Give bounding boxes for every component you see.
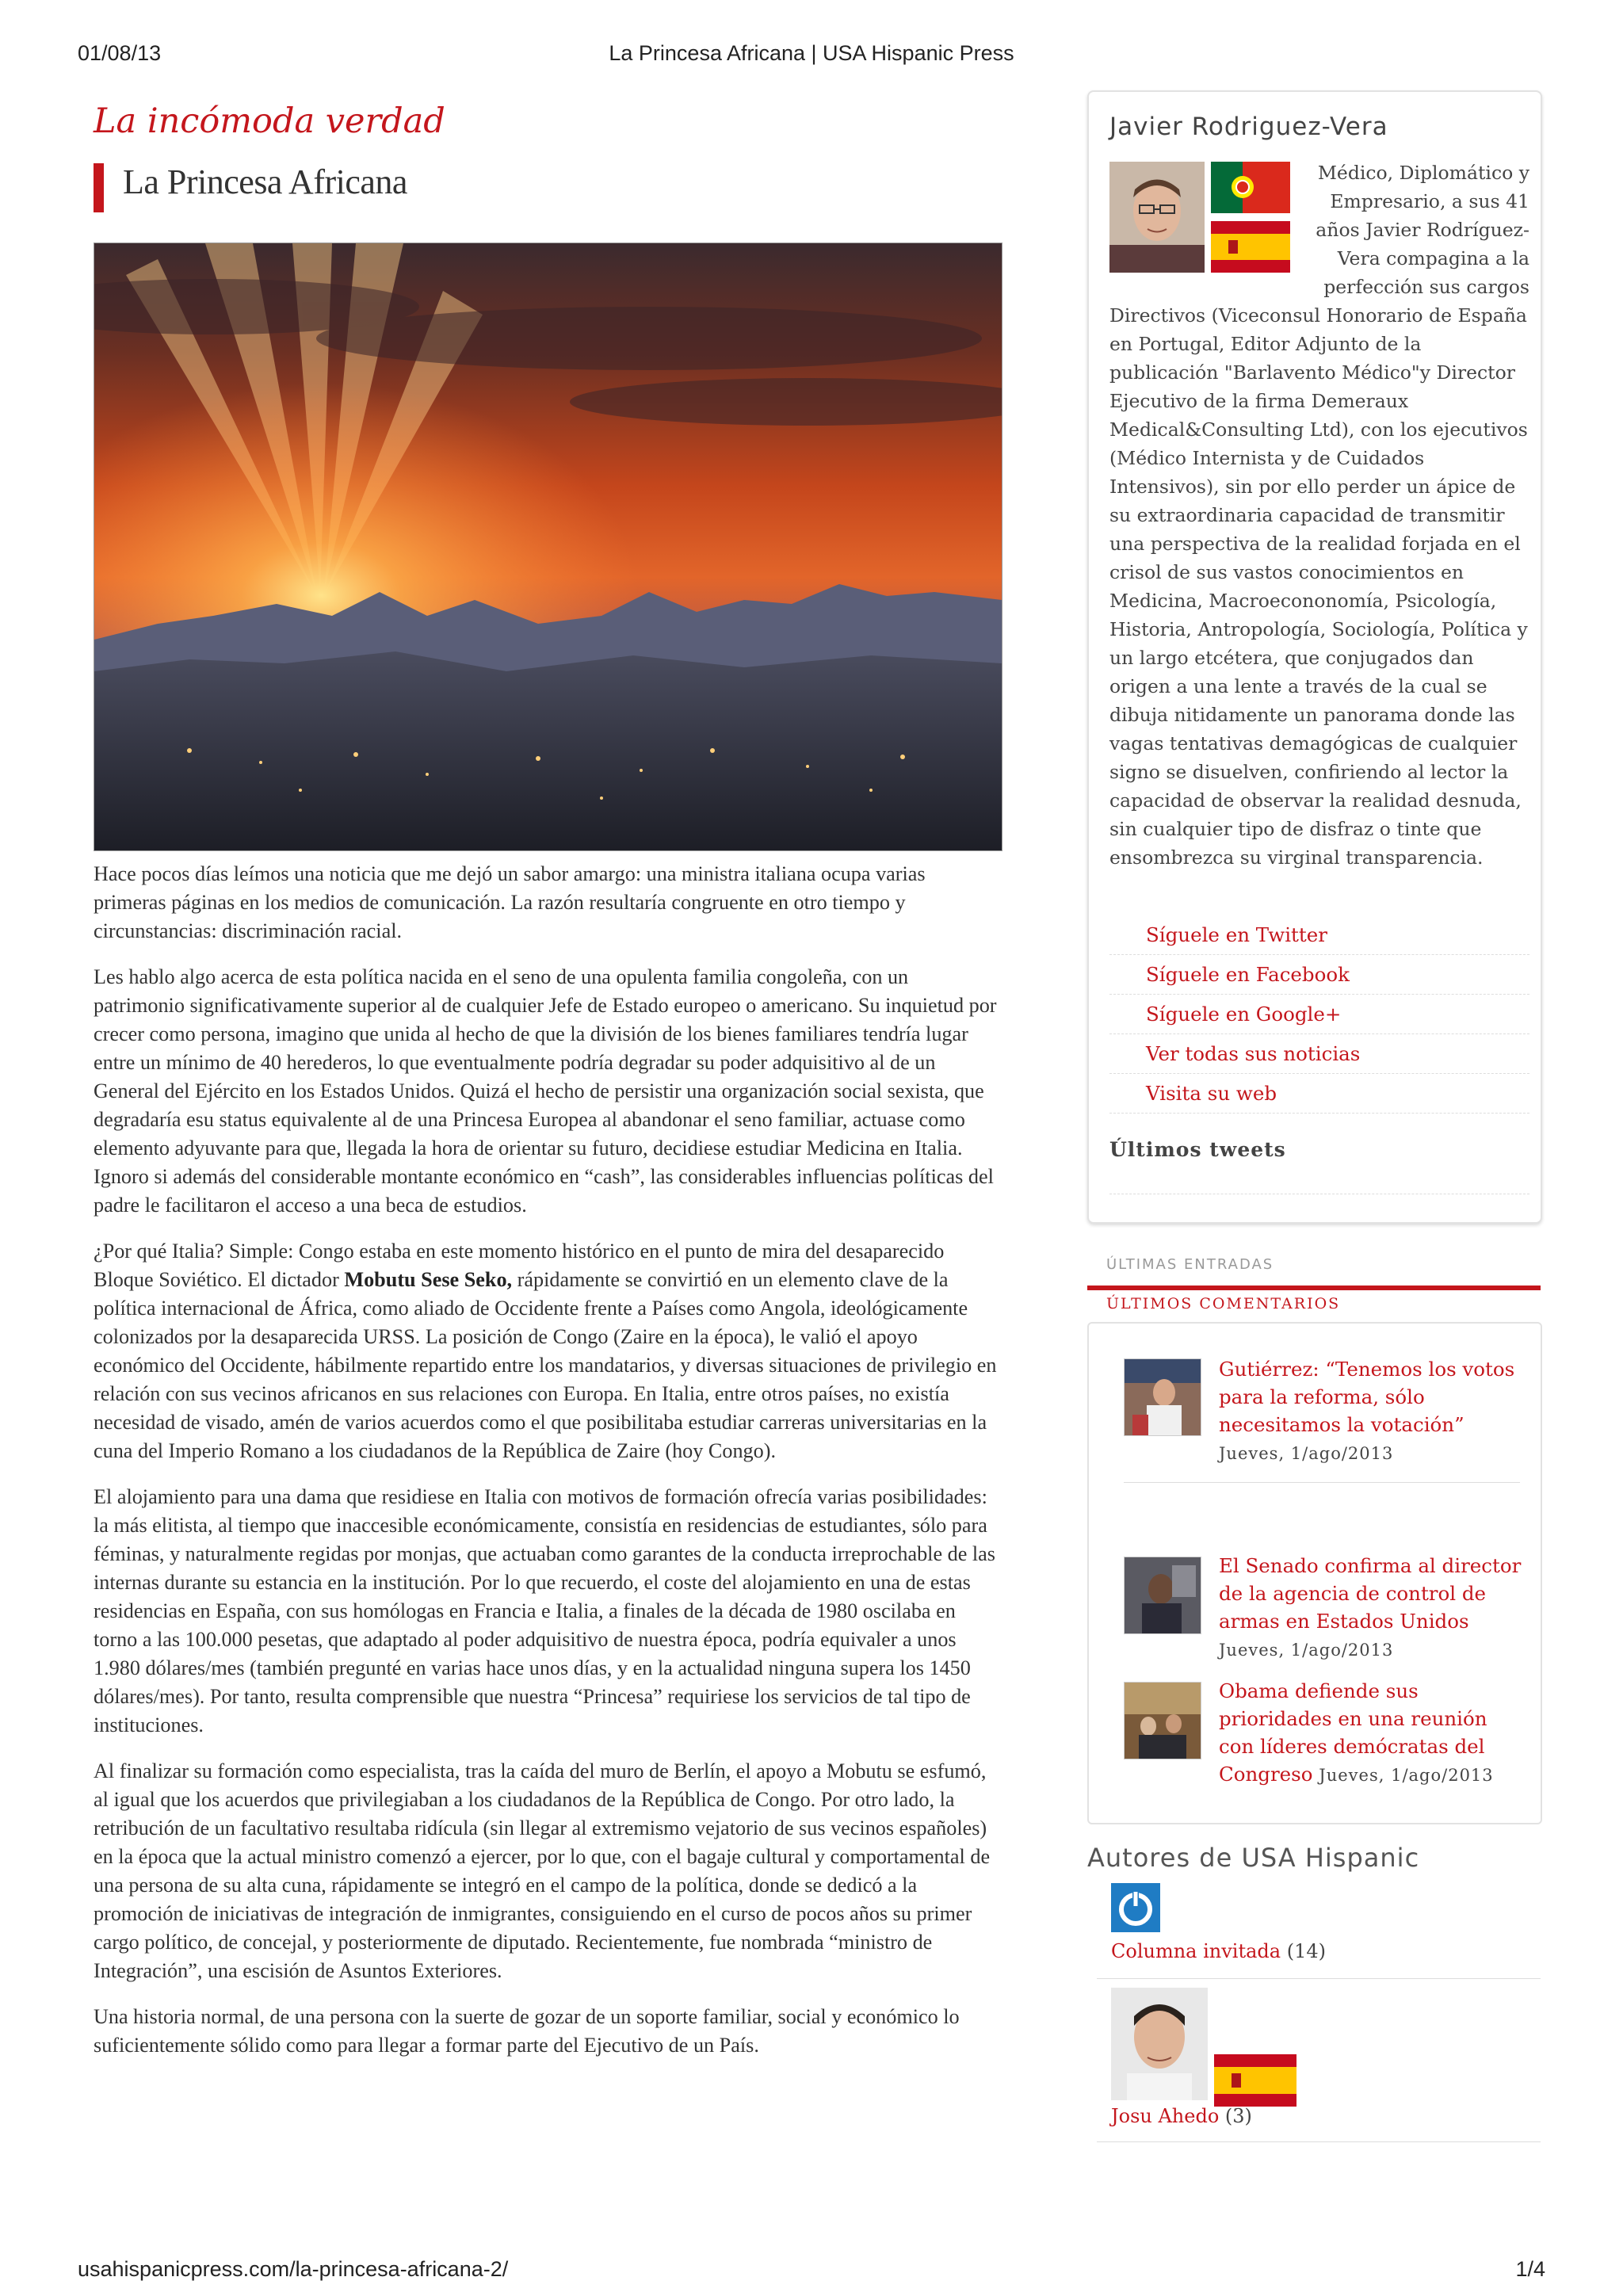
divider xyxy=(1124,1482,1520,1483)
author-entry-count: (14) xyxy=(1286,1940,1326,1962)
print-page-title: La Princesa Africana | USA Hispanic Press xyxy=(609,41,1014,65)
spain-flag-icon xyxy=(1211,221,1290,273)
article-body xyxy=(94,860,1001,2077)
news-title[interactable]: Gutiérrez: “Tenemos los votos para la reforma, sólo necesitamos la votación” xyxy=(1219,1358,1515,1436)
website-link[interactable]: Visita su web xyxy=(1109,1075,1529,1114)
article-paragraph: El alojamiento para una dama que residiese en Italia con motivos de formación ofrecía varias posibilidades: la más elitista, al tiempo que inaccesible económicamente, consistía en residencias de estudiantes, sólo para féminas, y naturalmente regidas por monjas, que actuaban como garantes de la conducta irreprochable de las internas durante su estancia en la institución. Por lo que recuerdo, el coste del alojamiento en una de estas residencias en España, con sus homólogas en Francia e Italia, a finales de la década de 1980 oscilaba en torno a las 100.000 pesetas, que adaptado al poder adquisitivo de nuestra época, podría equivaler a unos 1.980 dólares/mes (también pregunté en varias hace unos días, y en la actualidad ninguna supera los 1450 dólares/mes). Por tanto, resulta comprensible que nuestra “Princesa” requiriese los servicios de tal tipo de instituciones. xyxy=(94,1485,995,1736)
authors-heading: Autores de USA Hispanic xyxy=(1087,1843,1420,1873)
all-news-link[interactable]: Ver todas sus noticias xyxy=(1109,1035,1529,1074)
divider xyxy=(1097,2141,1541,2142)
author-entry-name[interactable]: Columna invitada xyxy=(1111,1940,1281,1962)
news-item[interactable] xyxy=(1219,1677,1525,1790)
section-title[interactable]: La incómoda verdad xyxy=(94,101,445,141)
twitter-link[interactable]: Síguele en Twitter xyxy=(1109,916,1529,955)
guest-column-logo[interactable] xyxy=(1111,1883,1160,1932)
author-entry-name[interactable]: Josu Ahedo xyxy=(1111,2105,1220,2127)
news-thumbnail[interactable] xyxy=(1124,1557,1201,1634)
paragraph-text: rápidamente se convirtió en un elemento clave de la política internacional de África, como aliado de Occidente frente a Países como Angola, ideológicamente colonizados por la desaparecida URSS. La posición de Congo (Zaire en la época), le valió el apoyo económico del Occidente, hábilmente repartido entre los mandatarios, y diversas situaciones de privilegio en relación con sus vecinos africanos en sus relaciones con Europa. En Italia, entre otros países, no existía necesidad de visado, amén de varios acuerdos como el que posibilitaba estudiar carreras universitarias en la cuna del Imperio Romano a los ciudadanos de la República de Zaire (hoy Congo). xyxy=(94,1268,997,1462)
paragraph-text: ¿Por qué Italia? Simple: Congo estaba en este momento histórico en el punto de mira del desaparecido Bloque Soviético. El dictador xyxy=(94,1240,945,1291)
author-bio-intro: Médico, Diplomático y Empresario, a sus 41 años Javier Rodríguez-Vera compagina a la perfección sus cargos xyxy=(1316,162,1529,298)
news-date: Jueves, 1/ago/2013 xyxy=(1319,1766,1494,1785)
article-paragraph xyxy=(94,1237,1001,1465)
news-title[interactable]: Obama defiende sus prioridades en una reunión con líderes demócratas del Congreso xyxy=(1219,1679,1487,1786)
news-item[interactable] xyxy=(1219,1355,1525,1468)
tab-latest-entries[interactable]: ÚLTIMAS ENTRADAS xyxy=(1106,1256,1274,1273)
author-box xyxy=(1087,90,1542,1224)
bold-name: Mobutu Sese Seko, xyxy=(344,1268,513,1291)
author-photo xyxy=(1109,162,1205,273)
author-bio-text: Directivos (Viceconsul Honorario de España en Portugal, Editor Adjunto de la publicación "Barlavento Médico"y Director Ejecutivo de la firma Demeraux Medical&Consulting Ltd), con los ejecutivos (Médico Internista y de Cuidados Intensivos), sin por ello perder un ápice de su extraordinaria capacidad de transmitir una perspectiva de la realidad forjada en el crisol de sus vastos conocimientos en Medicina, Macroecononomía, Psicología, Historia, Antropología, Sociología, Política y un largo etcétera, que conjugados dan origen a una lente a través de la cual se dibuja nitidamente un panorama donde las vagas tentativas demagógicas de cualquier signo se disuelven, confiriendo al lector la capacidad de observar la realidad desnuda, sin cualquier tipo de disfraz o tinte que ensombrezca su virginal transparencia. xyxy=(1109,304,1528,869)
author-name: Javier Rodriguez-Vera xyxy=(1109,113,1388,141)
news-date: Jueves, 1/ago/2013 xyxy=(1219,1641,1394,1660)
news-item[interactable] xyxy=(1219,1552,1525,1664)
latest-tweets-heading: Últimos tweets xyxy=(1109,1138,1286,1161)
tabs-accent-rule xyxy=(1087,1286,1541,1290)
article-title: La Princesa Africana xyxy=(123,162,407,201)
author-links xyxy=(1109,916,1529,1114)
article-paragraph: Hace pocos días leímos una noticia que me dejó un sabor amargo: una ministra italiana ocupa varias primeras páginas en los medios de comunicación. La razón resultaría congruente en otro tiempo y circunstancias: discriminación racial. xyxy=(94,862,926,942)
portugal-flag-icon xyxy=(1211,162,1290,213)
print-url: usahispanicpress.com/la-princesa-africana-2/ xyxy=(78,2257,509,2281)
article-paragraph: Al finalizar su formación como especialista, tras la caída del muro de Berlín, el apoyo a Mobutu se esfumó, al igual que los acuerdos que privilegiaban a los ciudadanos de la República de Congo. Por otro lado, la retribución de un facultativo resultaba ridícula (sin llegar al extremismo vejatorio de sus vecinos españoles) en la época que la actual ministro comenzó a ejercer, por lo que, con el bagaje cultural y comportamental de una persona de su alta cuna, rápidamente se integró en el campo de la política, donde se dedicó a la promoción de iniciativas de integración de inmigrantes, consiguiendo en el curso de pocos años su primer cargo político, de concejal, y posteriormente de diputado. Recientemente, fue nombrada “ministro de Integración”, una escisión de Asuntos Exteriores. xyxy=(94,1759,991,1982)
article-paragraph: Una historia normal, de una persona con la suerte de gozar de un soporte familiar, social y económico lo suficientemente sólido como para llegar a formar parte del Ejecutivo de un País. xyxy=(94,2005,960,2057)
news-date: Jueves, 1/ago/2013 xyxy=(1219,1444,1394,1463)
author-entry[interactable] xyxy=(1111,2105,1252,2127)
title-accent-bar xyxy=(94,163,104,212)
divider xyxy=(1097,1978,1541,1979)
print-date: 01/08/13 xyxy=(78,41,162,65)
facebook-link[interactable]: Síguele en Facebook xyxy=(1109,956,1529,995)
news-thumbnail[interactable] xyxy=(1124,1682,1201,1759)
author-entry-count: (3) xyxy=(1224,2105,1252,2127)
news-thumbnail[interactable] xyxy=(1124,1358,1201,1436)
author-entry[interactable] xyxy=(1111,1940,1326,1962)
article-hero-image xyxy=(94,243,1002,851)
news-title[interactable]: El Senado confirma al director de la agencia de control de armas en Estados Unidos xyxy=(1219,1554,1522,1633)
spain-flag-icon xyxy=(1214,2054,1296,2107)
news-list xyxy=(1087,1322,1542,1824)
print-page-number: 1/4 xyxy=(1515,2257,1545,2281)
tab-latest-comments[interactable]: ÚLTIMOS COMENTARIOS xyxy=(1106,1295,1341,1312)
author-photo[interactable] xyxy=(1111,1988,1208,2100)
google-plus-link[interactable]: Síguele en Google+ xyxy=(1109,995,1529,1034)
article-paragraph: Les hablo algo acerca de esta política nacida en el seno de una opulenta familia congoleña, con un patrimonio significativamente superior al de cualquier Jefe de Estado europeo o americano. Su inquietud por crecer como persona, imagino que unida al hecho de que la división de los bienes familiares tendría lugar entre un mínimo de 40 herederos, lo que eventualmente podría degradar su poder adquisitivo al de un General del Ejército en los Estados Unidos. Quizá el hecho de persistir una organización social sexista, que degradaría esu status equivalente al de una Princesa Europea al abandonar el seno familiar, actuase como elemento adyuvante para que, llegada la hora de orientar su futuro, decidiese estudiar Medicina en Italia. Ignoro si además del considerable montante económico en “cash”, las considerables influencias políticas del padre le facilitaron el acceso a una beca de estudios. xyxy=(94,965,997,1217)
